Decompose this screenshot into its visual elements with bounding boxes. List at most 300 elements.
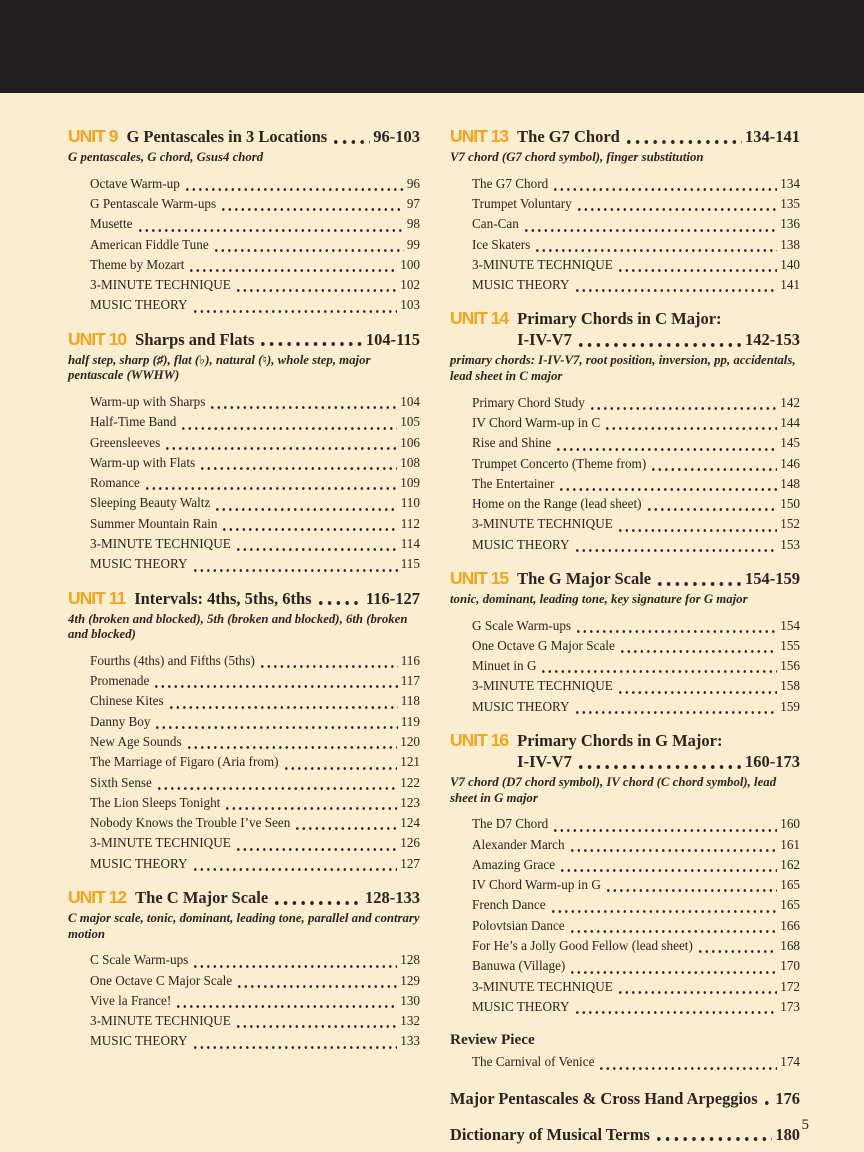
toc-item-page: 116 — [400, 652, 420, 668]
toc-item-page: 108 — [400, 454, 420, 470]
unit-title-block — [517, 568, 800, 589]
toc-item-page: 144 — [780, 414, 800, 430]
toc-item-title: Trumpet Voluntary — [472, 195, 572, 211]
toc-item-page: 119 — [400, 713, 420, 729]
dot-leader — [654, 1124, 773, 1145]
toc-item-title: Vive la France! — [90, 992, 172, 1008]
unit-items — [450, 393, 800, 555]
toc-item-title: Alexander March — [472, 836, 565, 852]
dot-leader — [156, 773, 397, 793]
unit-subtitle: C major scale, tonic, dominant, leading tone, parallel and contrary motion — [68, 911, 420, 941]
unit-title-line — [135, 329, 420, 350]
toc-item — [472, 977, 800, 997]
toc-item-title: Summer Mountain Rain — [90, 515, 218, 531]
unit-heading — [68, 126, 420, 147]
toc-item — [90, 773, 420, 793]
toc-item-title: MUSIC THEORY — [472, 998, 570, 1014]
unit-subtitle: V7 chord (D7 chord symbol), IV chord (C chord symbol), lead sheet in G major — [450, 775, 777, 805]
unit-section — [68, 329, 420, 575]
toc-item — [90, 971, 420, 991]
toc-item — [90, 214, 420, 234]
toc-item-page: 100 — [400, 256, 420, 272]
dot-leader — [650, 454, 777, 474]
unit-heading — [450, 568, 800, 589]
toc-item — [90, 275, 420, 295]
toc-item — [90, 691, 420, 711]
toc-item-page: 115 — [400, 556, 420, 572]
toc-item-title: Amazing Grace — [472, 856, 556, 872]
dot-leader — [188, 255, 397, 275]
unit-title-line — [517, 308, 800, 329]
toc-item-page: 148 — [780, 475, 800, 491]
toc-item — [90, 255, 420, 275]
toc-item-title: 3-MINUTE TECHNIQUE — [90, 277, 231, 293]
toc-item-page: 99 — [406, 236, 420, 252]
dot-leader — [192, 854, 398, 874]
unit-title-block — [517, 126, 800, 147]
toc-item — [472, 656, 800, 676]
toc-item-page: 165 — [780, 897, 800, 913]
toc-item-title: Greensleeves — [90, 434, 161, 450]
unit-subtitle: half step, sharp (♯), flat (♭), natural (♮), whole step, major pentascale (WWHW) — [68, 352, 371, 383]
unit-subtitle: tonic, dominant, leading tone, key signature for G major — [450, 591, 748, 606]
dot-leader — [154, 712, 397, 732]
dot-leader — [221, 514, 397, 534]
dot-leader — [168, 691, 398, 711]
toc-bold-entry-title: Dictionary of Musical Terms — [450, 1124, 650, 1144]
toc-item-page: 146 — [780, 455, 800, 471]
dot-leader — [220, 194, 404, 214]
toc-item-title: G Scale Warm-ups — [472, 617, 572, 633]
toc-item-page: 120 — [400, 733, 420, 749]
toc-item — [90, 295, 420, 315]
unit-page-range: 104-115 — [365, 329, 420, 349]
toc-item-title: Fourths (4ths) and Fifths (5ths) — [90, 652, 255, 668]
toc-item-page: 96 — [406, 175, 420, 191]
dot-leader — [540, 656, 777, 676]
dot-leader — [272, 887, 362, 908]
toc-item-page: 97 — [406, 195, 420, 211]
toc-item-page: 150 — [780, 496, 800, 512]
dot-leader — [192, 1031, 398, 1051]
toc-item — [90, 493, 420, 513]
toc-item-page: 168 — [780, 938, 800, 954]
toc-item-title: Danny Boy — [90, 713, 151, 729]
toc-item-title: The Lion Sleeps Tonight — [90, 794, 221, 810]
toc-item-title: MUSIC THEORY — [90, 855, 188, 871]
toc-item — [90, 793, 420, 813]
toc-item-page: 122 — [400, 774, 420, 790]
dot-leader — [624, 126, 742, 147]
dot-leader — [214, 493, 397, 513]
unit-title-line2 — [517, 751, 800, 772]
dot-leader — [617, 255, 777, 275]
toc-item-page: 145 — [780, 435, 800, 451]
unit-title-continued: I-IV-V7 — [517, 752, 572, 772]
dot-leader — [235, 833, 397, 853]
dot-leader — [552, 174, 777, 194]
toc-item — [472, 214, 800, 234]
toc-item-title: 3-MINUTE TECHNIQUE — [472, 978, 613, 994]
toc-item-title: IV Chord Warm-up in G — [472, 877, 601, 893]
dot-leader — [575, 616, 777, 636]
toc-item — [472, 997, 800, 1017]
toc-item — [90, 514, 420, 534]
toc-item — [472, 916, 800, 936]
dot-leader — [569, 956, 777, 976]
toc-item-title: Warm-up with Flats — [90, 454, 196, 470]
toc-item — [472, 814, 800, 834]
toc-item-page: 127 — [400, 855, 420, 871]
header-bar — [0, 0, 864, 93]
review-items — [450, 1052, 800, 1072]
toc-item — [472, 936, 800, 956]
unit-section — [68, 887, 420, 1052]
dot-leader — [569, 916, 778, 936]
toc-item-page: 138 — [780, 236, 800, 252]
dot-leader — [646, 494, 778, 514]
dot-leader — [236, 971, 397, 991]
toc-item — [472, 855, 800, 875]
toc-item-title: The Carnival of Venice — [472, 1054, 595, 1070]
toc-item-page: 142 — [780, 394, 800, 410]
toc-item-title: The Entertainer — [472, 475, 555, 491]
unit-title: Primary Chords in G Major: — [517, 731, 723, 751]
dot-leader — [598, 1052, 777, 1072]
dot-leader — [294, 813, 397, 833]
dot-leader — [144, 473, 397, 493]
toc-bold-entry — [450, 1124, 800, 1145]
toc-item — [90, 950, 420, 970]
dot-leader — [523, 214, 777, 234]
dot-leader — [619, 636, 777, 656]
unit-title: G Pentascales in 3 Locations — [126, 127, 328, 146]
unit-page-range: 134-141 — [745, 127, 800, 146]
unit-items — [68, 950, 420, 1051]
unit-heading — [450, 308, 800, 350]
toc-item — [472, 1052, 800, 1072]
unit-section — [450, 308, 800, 555]
toc-item-page: 161 — [780, 836, 800, 852]
toc-bold-entry — [450, 1088, 800, 1109]
toc-item-title: C Scale Warm-ups — [90, 952, 189, 968]
unit-heading — [68, 887, 420, 908]
toc-item-page: 162 — [780, 856, 800, 872]
toc-item — [472, 255, 800, 275]
toc-item — [472, 514, 800, 534]
unit-section — [450, 730, 800, 1017]
toc-item-title: Promenade — [90, 673, 150, 689]
dot-leader — [186, 732, 398, 752]
toc-item-title: One Octave C Major Scale — [90, 972, 233, 988]
unit-items — [450, 616, 800, 717]
dot-leader — [192, 554, 398, 574]
toc-item-title: Musette — [90, 216, 133, 232]
toc-item-page: 109 — [400, 475, 420, 491]
dot-leader — [574, 997, 778, 1017]
toc-item-page: 174 — [780, 1054, 800, 1070]
toc-item — [472, 413, 800, 433]
toc-item — [90, 534, 420, 554]
dot-leader — [589, 393, 777, 413]
toc-item — [472, 616, 800, 636]
unit-title: The C Major Scale — [135, 888, 269, 908]
dot-leader — [534, 235, 777, 255]
unit-label: UNIT 11 — [68, 587, 126, 608]
review-section — [450, 1030, 800, 1072]
dot-leader — [224, 793, 397, 813]
toc-item-title: For He’s a Jolly Good Fellow (lead sheet) — [472, 938, 693, 954]
toc-item-page: 134 — [780, 175, 800, 191]
toc-item-title: French Dance — [472, 897, 546, 913]
unit-heading — [68, 588, 420, 609]
dot-leader — [259, 651, 398, 671]
dot-leader — [576, 329, 742, 350]
toc-item — [90, 433, 420, 453]
review-heading: Review Piece — [450, 1031, 535, 1049]
toc-item-title: The D7 Chord — [472, 816, 549, 832]
toc-item-page: 117 — [400, 673, 420, 689]
toc-item-page: 110 — [400, 495, 420, 511]
toc-item-title: MUSIC THEORY — [90, 556, 188, 572]
unit-title-line — [517, 126, 800, 147]
unit-title-block — [517, 730, 800, 772]
dot-leader — [552, 814, 777, 834]
toc-item-title: Primary Chord Study — [472, 394, 585, 410]
dot-leader — [569, 835, 778, 855]
unit-items — [68, 392, 420, 575]
dot-leader — [550, 895, 778, 915]
dot-leader — [555, 433, 777, 453]
dot-leader — [175, 991, 397, 1011]
toc-item-page: 126 — [400, 835, 420, 851]
toc-item — [90, 732, 420, 752]
dot-leader — [331, 126, 370, 147]
toc-item-page: 152 — [780, 516, 800, 532]
toc-item-page: 118 — [400, 693, 420, 709]
toc-item-title: Ice Skaters — [472, 236, 531, 252]
toc-item-page: 103 — [400, 297, 420, 313]
unit-heading — [68, 329, 420, 350]
dot-leader — [137, 214, 404, 234]
toc-item-title: 3-MINUTE TECHNIQUE — [472, 516, 613, 532]
unit-title-continued: I-IV-V7 — [517, 330, 572, 350]
unit-label: UNIT 9 — [68, 126, 118, 146]
dot-leader — [192, 295, 398, 315]
toc-item-page: 136 — [780, 216, 800, 232]
toc-item — [472, 636, 800, 656]
toc-item — [90, 712, 420, 732]
dot-leader — [316, 588, 363, 609]
toc-item — [90, 651, 420, 671]
unit-subtitle: G pentascales, G chord, Gsus4 chord — [68, 150, 264, 164]
toc-item-title: MUSIC THEORY — [472, 536, 570, 552]
toc-item-page: 98 — [406, 216, 420, 232]
dot-leader — [655, 568, 742, 589]
toc-item-title: Home on the Range (lead sheet) — [472, 496, 642, 512]
toc-item-title: Warm-up with Sharps — [90, 393, 206, 409]
toc-item-page: 165 — [780, 877, 800, 893]
unit-page-range: 96-103 — [373, 127, 420, 146]
toc-item-title: Can-Can — [472, 216, 519, 232]
unit-title-block — [126, 126, 420, 147]
unit-section — [68, 126, 420, 316]
toc-item — [90, 671, 420, 691]
toc-item — [90, 392, 420, 412]
unit-label: UNIT 14 — [450, 308, 509, 329]
dot-leader — [762, 1088, 773, 1109]
toc-item-page: 159 — [780, 698, 800, 714]
unit-items — [68, 651, 420, 874]
unit-title-line — [126, 126, 420, 147]
toc-item — [472, 393, 800, 413]
unit-title-line — [517, 568, 800, 589]
toc-bold-entry-title: Major Pentascales & Cross Hand Arpeggios — [450, 1088, 758, 1108]
dot-leader — [199, 453, 397, 473]
toc-item-page: 154 — [780, 617, 800, 633]
toc-item-title: Polovtsian Dance — [472, 917, 565, 933]
toc-item-page: 132 — [400, 1013, 420, 1029]
unit-page-range: 142-153 — [745, 330, 800, 350]
toc-item-page: 158 — [780, 678, 800, 694]
toc-content — [0, 93, 864, 1145]
toc-item-title: MUSIC THEORY — [472, 698, 570, 714]
unit-page-range: 128-133 — [365, 888, 420, 908]
toc-item-title: 3-MINUTE TECHNIQUE — [472, 256, 613, 272]
toc-item — [472, 474, 800, 494]
unit-page-range: 160-173 — [745, 752, 800, 772]
unit-label: UNIT 13 — [450, 126, 509, 146]
toc-item — [472, 494, 800, 514]
toc-item-page: 112 — [400, 515, 420, 531]
dot-leader — [576, 751, 742, 772]
dot-leader — [576, 194, 777, 214]
toc-item — [90, 833, 420, 853]
toc-item — [90, 473, 420, 493]
dot-leader — [213, 235, 404, 255]
dot-leader — [617, 514, 777, 534]
toc-item-title: MUSIC THEORY — [472, 277, 570, 293]
toc-item-page: 141 — [780, 277, 800, 293]
toc-column-right — [450, 126, 800, 1145]
toc-item — [90, 412, 420, 432]
unit-label: UNIT 12 — [68, 887, 127, 908]
dot-leader — [235, 275, 397, 295]
toc-item-title: Romance — [90, 475, 140, 491]
toc-item-title: G Pentascale Warm-ups — [90, 195, 217, 211]
toc-item-title: Sleeping Beauty Waltz — [90, 495, 211, 511]
toc-item — [90, 174, 420, 194]
toc-item — [472, 895, 800, 915]
toc-item-page: 114 — [400, 535, 420, 551]
dot-leader — [617, 676, 777, 696]
toc-item-title: 3-MINUTE TECHNIQUE — [90, 535, 231, 551]
toc-bold-entry-page: 180 — [775, 1124, 800, 1144]
toc-item-title: Minuet in G — [472, 658, 537, 674]
toc-item — [472, 535, 800, 555]
toc-item-title: New Age Sounds — [90, 733, 182, 749]
dot-leader — [192, 950, 397, 970]
toc-item-page: 104 — [400, 393, 420, 409]
unit-title: Sharps and Flats — [135, 329, 255, 349]
toc-item-page: 172 — [780, 978, 800, 994]
toc-item-title: American Fiddle Tune — [90, 236, 209, 252]
dot-leader — [180, 412, 397, 432]
unit-subtitle: primary chords: I-IV-V7, root position, inversion, pp, accidentals, lead sheet in C major — [450, 353, 796, 383]
toc-item — [472, 275, 800, 295]
dot-leader — [209, 392, 397, 412]
unit-label: UNIT 16 — [450, 730, 509, 751]
toc-item — [90, 235, 420, 255]
toc-item — [472, 454, 800, 474]
dot-leader — [258, 329, 363, 350]
toc-item-title: IV Chord Warm-up in C — [472, 414, 601, 430]
unit-section — [450, 568, 800, 717]
toc-item-page: 106 — [400, 434, 420, 450]
toc-item-page: 156 — [780, 658, 800, 674]
unit-heading — [450, 730, 800, 772]
unit-title-block — [517, 308, 800, 350]
toc-item-title: MUSIC THEORY — [90, 1033, 188, 1049]
toc-item — [472, 174, 800, 194]
unit-items — [68, 174, 420, 316]
unit-title-block — [134, 588, 420, 609]
toc-item-title: 3-MINUTE TECHNIQUE — [472, 678, 613, 694]
unit-section — [450, 126, 800, 295]
toc-item — [472, 956, 800, 976]
toc-item-title: Theme by Mozart — [90, 256, 185, 272]
toc-item-page: 123 — [400, 794, 420, 810]
toc-item-page: 140 — [780, 256, 800, 272]
dot-leader — [153, 671, 397, 691]
dot-leader — [283, 752, 398, 772]
unit-page-range: 154-159 — [745, 568, 800, 588]
unit-page-range: 116-127 — [365, 588, 420, 608]
toc-item-title: 3-MINUTE TECHNIQUE — [90, 1013, 231, 1029]
toc-item-title: Chinese Kites — [90, 693, 164, 709]
toc-item-page: 135 — [780, 195, 800, 211]
unit-title: Primary Chords in C Major: — [517, 309, 722, 329]
toc-item — [90, 554, 420, 574]
toc-item — [90, 1011, 420, 1031]
unit-section — [68, 588, 420, 874]
dot-leader — [697, 936, 777, 956]
toc-item-title: Trumpet Concerto (Theme from) — [472, 455, 647, 471]
unit-title: The G Major Scale — [517, 568, 652, 588]
toc-item-title: Sixth Sense — [90, 774, 152, 790]
dot-leader — [604, 413, 777, 433]
toc-item-page: 166 — [780, 917, 800, 933]
toc-item — [90, 991, 420, 1011]
unit-title-block — [135, 329, 420, 350]
toc-item — [90, 194, 420, 214]
dot-leader — [235, 1011, 397, 1031]
toc-item — [90, 1031, 420, 1051]
toc-item — [90, 752, 420, 772]
toc-item — [472, 433, 800, 453]
unit-title: The G7 Chord — [517, 127, 620, 146]
toc-item-title: The Marriage of Figaro (Aria from) — [90, 754, 279, 770]
toc-item-title: 3-MINUTE TECHNIQUE — [90, 835, 231, 851]
toc-item — [472, 194, 800, 214]
toc-item-page: 105 — [400, 414, 420, 430]
toc-item-page: 155 — [780, 637, 800, 653]
unit-title: Intervals: 4ths, 5ths, 6ths — [134, 588, 312, 608]
unit-title-line — [135, 887, 420, 908]
dot-leader — [574, 535, 778, 555]
toc-item-page: 133 — [400, 1033, 420, 1049]
dot-leader — [617, 977, 777, 997]
